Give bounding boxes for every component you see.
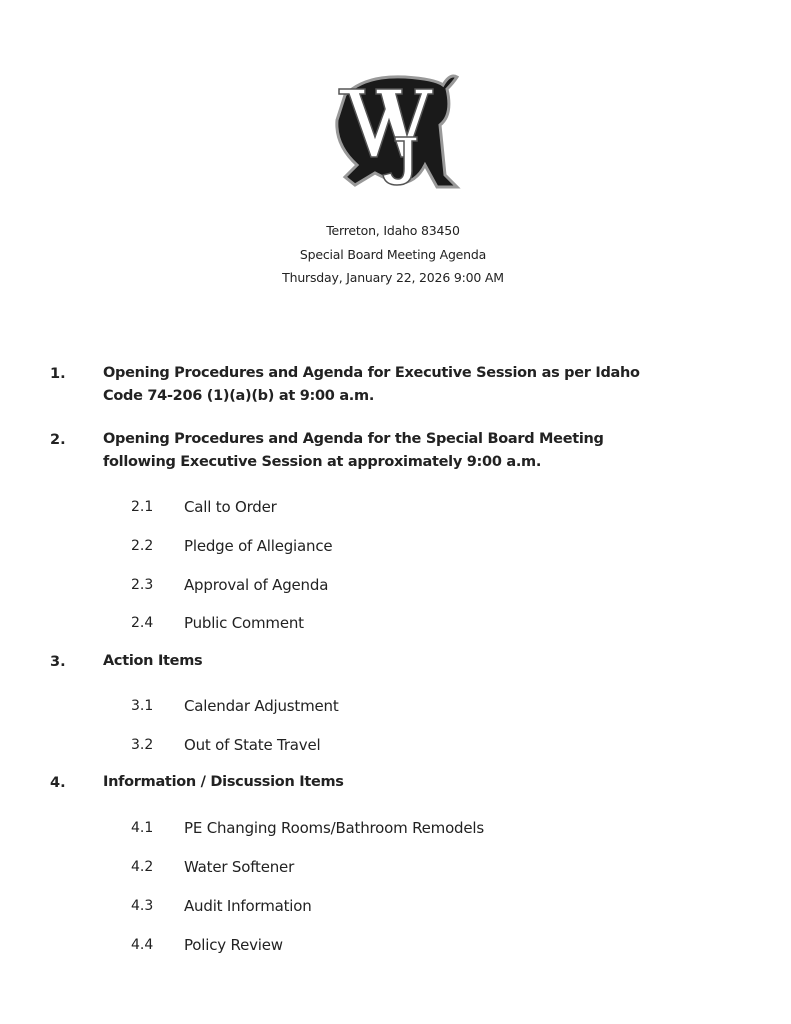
subitem-number: 4.1 — [131, 820, 154, 836]
subitem-number: 2.1 — [131, 499, 154, 515]
subitem-label: Audit Information — [184, 897, 312, 915]
subitem-number: 3.1 — [131, 698, 154, 714]
subitem-label: Approval of Agenda — [184, 576, 329, 594]
subitem-number: 4.4 — [131, 937, 154, 953]
subitem-label: Public Comment — [184, 614, 304, 632]
meeting-date: Thursday, January 22, 2026 9:00 AM — [282, 270, 504, 285]
subitem-number: 4.3 — [131, 898, 154, 914]
item-title-line: following Executive Session at approximately 9:00 a.m. — [103, 454, 542, 470]
subitem-number: 2.4 — [131, 615, 154, 631]
item-title — [103, 362, 640, 408]
item-title-line: Opening Procedures and Agenda for the Special Board Meeting — [103, 431, 604, 447]
item-number: 1. — [50, 366, 66, 382]
subitem-number: 2.3 — [131, 577, 154, 593]
item-number: 3. — [50, 654, 66, 670]
subitem-label: Pledge of Allegiance — [184, 537, 333, 555]
subitem-label: Calendar Adjustment — [184, 697, 339, 715]
subitem-number: 3.2 — [131, 737, 154, 753]
item-number: 2. — [50, 432, 66, 448]
item-title-line: Opening Procedures and Agenda for Executive Session as per Idaho — [103, 365, 640, 381]
subitem-label: Water Softener — [184, 858, 295, 876]
item-title — [103, 428, 604, 474]
school-logo — [325, 65, 465, 195]
subitem-label: Out of State Travel — [184, 736, 321, 754]
meeting-title: Special Board Meeting Agenda — [299, 247, 487, 262]
item-title-line: Code 74-206 (1)(a)(b) at 9:00 a.m. — [103, 388, 375, 404]
subitem-label: Call to Order — [184, 498, 277, 516]
item-title: Information / Discussion Items — [103, 774, 344, 790]
address-line: Terreton, Idaho 83450 — [326, 223, 460, 238]
item-title: Action Items — [103, 653, 203, 669]
subitem-label: Policy Review — [184, 936, 283, 954]
subitem-number: 2.2 — [131, 538, 154, 554]
subitem-label: PE Changing Rooms/Bathroom Remodels — [184, 819, 484, 837]
item-number: 4. — [50, 775, 66, 791]
subitem-number: 4.2 — [131, 859, 154, 875]
